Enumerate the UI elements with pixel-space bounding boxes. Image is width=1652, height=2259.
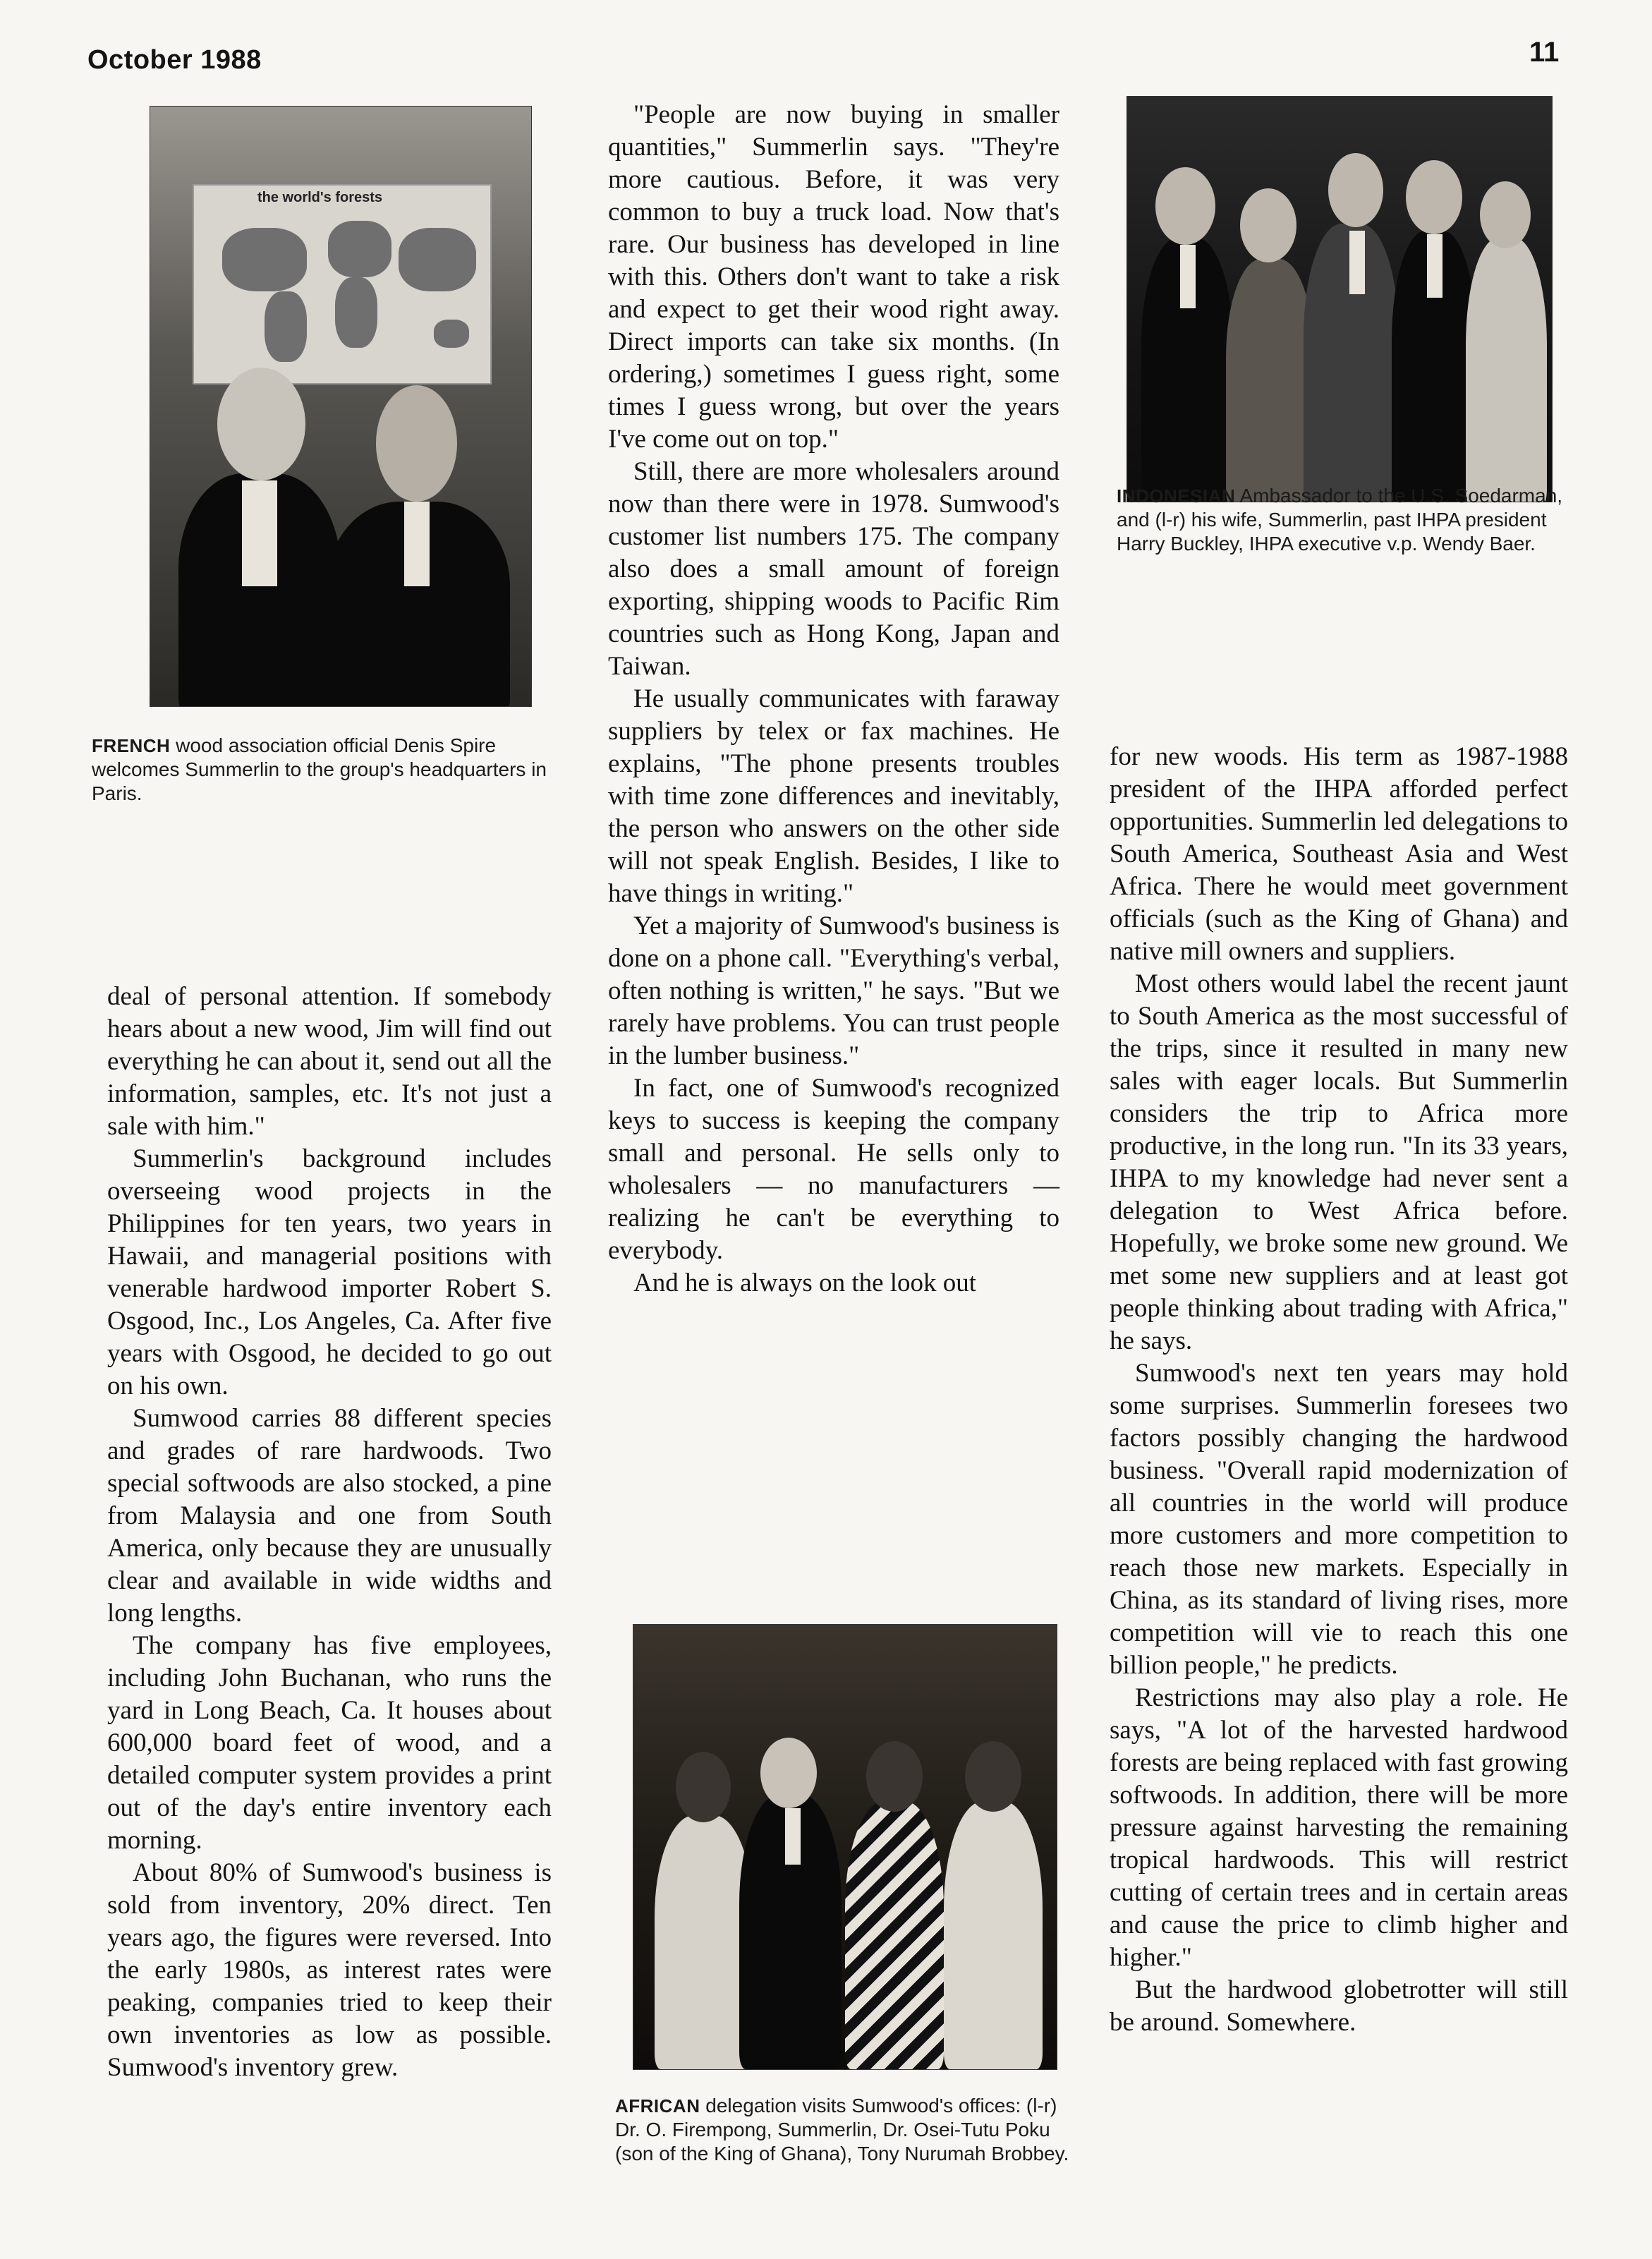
paragraph: Still, there are more wholesalers around now than there were in 1978. Sumwood's customer list numbers 175. The company also does a small amount of foreign exporting, shipping woods to Pacific Rim countries such as Hong Kong, Japan and Taiwan. [608, 457, 1059, 681]
paragraph: Sumwood carries 88 different species and grades of rare hardwoods. Two special softwoods are also stocked, a pine from Malaysia and one from South America, only because they are unusually clear and available in wide widths and long lengths. [107, 1404, 552, 1628]
paragraph: Yet a majority of Sumwood's business is done on a phone call. "Everything's verbal, often nothing is written," he says. "But we rarely have problems. You can trust people in the lumber business." [608, 912, 1059, 1070]
paragraph: In fact, one of Sumwood's recognized keys to success is keeping the company small and personal. He sells only to wholesalers — no manufacturers — realizing he can't be everything to everybody. [608, 1074, 1059, 1265]
caption-indonesian-text: Ambassador to the U.S. Soedarman, and (l-r) his wife, Summerlin, past IHPA president Harry Buckley, IHPA executive v.p. Wendy Baer. [1117, 485, 1563, 555]
paragraph: About 80% of Sumwood's business is sold from inventory, 20% direct. Ten years ago, the figures were reversed. Into the early 1980s, as interest rates were peaking, companies tried to keep their own inventories as low as possible. Sumwood's inventory grew. [107, 1858, 552, 2082]
photo-indonesian-ambassador [1126, 96, 1553, 502]
paragraph: Restrictions may also play a role. He says, "A lot of the harvested hardwood forests are being replaced with fast growing softwoods. In addition, there will be more pressure against harvesting the remaining tropical hardwoods. This will restrict cutting of certain trees and in certain areas and cause the price to climb higher and higher." [1110, 1683, 1568, 1972]
caption-indonesian-lead: INDONESIAN [1117, 485, 1236, 507]
paragraph: Summerlin's background includes overseeing wood projects in the Philippines for ten years, two years in Hawaii, and managerial positions with venerable hardwood importer Robert S. Osgood, Inc., Los Angeles, Ca. After five years with Osgood, he decided to go out on his own. [107, 1144, 552, 1400]
paragraph: The company has five employees, including John Buchanan, who runs the yard in Long Beach, Ca. It houses about 600,000 board feet of wood, and a detailed computer system provides a print out of the day's entire inventory each morning. [107, 1631, 552, 1855]
paragraph: Most others would label the recent jaunt to South America as the most successful of the trips, since it resulted in many new sales with eager locals. But Summerlin considers the trip to Africa more productive, in the long run. "In its 33 years, IHPA to my knowledge had never sent a delegation to West Africa before. Hopefully, we broke some new ground. We met some new suppliers and at least got people thinking about trading with Africa," he says. [1110, 969, 1568, 1355]
caption-african [615, 2094, 1074, 2166]
photo-african-delegation [633, 1624, 1057, 2070]
caption-french [92, 734, 557, 806]
issue-date: October 1988 [87, 45, 262, 75]
paragraph: "People are now buying in smaller quantities," Summerlin says. "They're more cautious. Before, it was very common to buy a truck load. Now that's rare. Our business has developed in line with this. Others don't want to take a risk and expect to get their wood right away. Direct imports can take six months. (In ordering,) sometimes I guess right, some times I guess wrong, but over the years I've come out on top." [608, 100, 1059, 454]
page-number: 11 [1529, 37, 1560, 68]
caption-french-lead: FRENCH [92, 735, 171, 756]
article-column-3 [1110, 741, 1568, 2039]
paragraph: He usually communicates with faraway suppliers by telex or fax machines. He explains, "The phone presents troubles with time zone differences and inevitably, the person who answers on the other side will not speak English. Besides, I like to have things in writing." [608, 684, 1059, 908]
caption-indonesian [1117, 484, 1568, 556]
article-column-2 [608, 99, 1059, 1300]
paragraph: But the hardwood globetrotter will still be around. Somewhere. [1110, 1975, 1568, 2037]
paragraph: deal of personal attention. If somebody hears about a new wood, Jim will find out everything he can about it, send out all the information, samples, etc. It's not just a sale with him." [107, 982, 552, 1141]
map-title: the world's forests [257, 190, 383, 205]
caption-african-text: delegation visits Sumwood's offices: (l-r) Dr. O. Firempong, Summerlin, Dr. Osei-Tutu Poku (son of the King of Ghana), Tony Nurumah Brobbey. [615, 2095, 1069, 2164]
world-map-poster [193, 184, 492, 384]
paragraph: Sumwood's next ten years may hold some surprises. Summerlin foresees two factors possibly changing the hardwood business. "Overall rapid modernization of all countries in the world will produce more customers and more competition to reach those new markets. Especially in China, as its standard of living rises, more competition will vie to reach this one billion people," he predicts. [1110, 1359, 1568, 1680]
article-column-1 [107, 981, 552, 2084]
paragraph: for new woods. His term as 1987-1988 president of the IHPA afforded perfect opportunities. Summerlin led delegations to South America, Southeast Asia and West Africa. There he would meet government officials (such as the King of Ghana) and native mill owners and suppliers. [1110, 742, 1568, 966]
paragraph: And he is always on the look out [633, 1268, 977, 1297]
photo-french-welcome [150, 106, 532, 707]
caption-french-text: wood association official Denis Spire welcomes Summerlin to the group's headquarters in Paris. [92, 734, 547, 804]
caption-african-lead: AFRICAN [615, 2095, 700, 2116]
